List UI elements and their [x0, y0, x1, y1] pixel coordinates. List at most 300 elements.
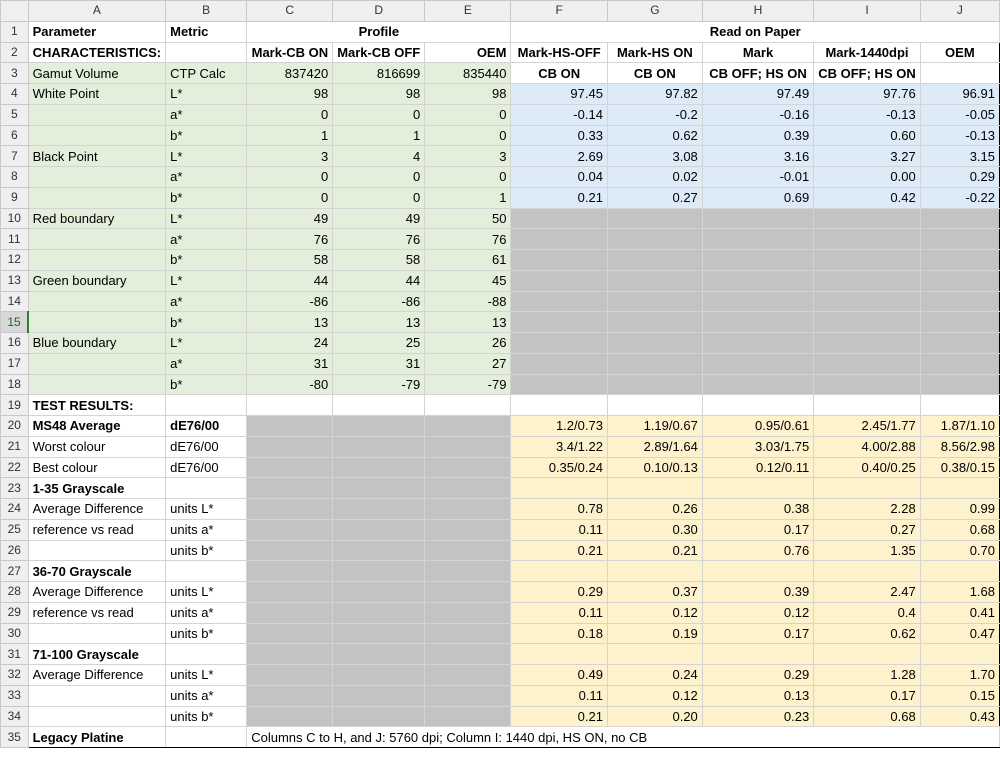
cell-h29[interactable]: 0.12 — [702, 602, 813, 623]
cell-i28[interactable]: 2.47 — [814, 582, 921, 603]
cell-d26[interactable] — [333, 540, 425, 561]
cell-h16[interactable] — [702, 333, 813, 354]
cell-h21[interactable]: 3.03/1.75 — [702, 436, 813, 457]
row-header-19[interactable]: 19 — [1, 395, 29, 416]
cell-d27[interactable] — [333, 561, 425, 582]
row-header-24[interactable]: 24 — [1, 499, 29, 520]
select-all-corner[interactable] — [1, 1, 29, 22]
cell-c23[interactable] — [247, 478, 333, 499]
cell-g25[interactable]: 0.30 — [607, 519, 702, 540]
cell-j20[interactable]: 1.87/1.10 — [920, 416, 999, 437]
cell-g2[interactable]: Mark-HS ON — [607, 42, 702, 63]
cell-d4[interactable]: 98 — [333, 84, 425, 105]
cell-c4[interactable]: 98 — [247, 84, 333, 105]
cell-j3[interactable] — [920, 63, 999, 84]
cell-b21[interactable]: dE76/00 — [166, 436, 247, 457]
cell-j2[interactable]: OEM — [920, 42, 999, 63]
cell-g23[interactable] — [607, 478, 702, 499]
cell-g30[interactable]: 0.19 — [607, 623, 702, 644]
cell-g32[interactable]: 0.24 — [607, 665, 702, 686]
cell-b25[interactable]: units a* — [166, 519, 247, 540]
cell-d34[interactable] — [333, 706, 425, 727]
cell-i10[interactable] — [814, 208, 921, 229]
cell-c30[interactable] — [247, 623, 333, 644]
column-header-g[interactable]: G — [607, 1, 702, 22]
cell-a18[interactable] — [28, 374, 166, 395]
cell-j7[interactable]: 3.15 — [920, 146, 999, 167]
cell-j12[interactable] — [920, 250, 999, 271]
cell-a23[interactable]: 1-35 Grayscale — [28, 478, 166, 499]
cell-b24[interactable]: units L* — [166, 499, 247, 520]
cell-b4[interactable]: L* — [166, 84, 247, 105]
cell-b11[interactable]: a* — [166, 229, 247, 250]
row-header-18[interactable]: 18 — [1, 374, 29, 395]
cell-g11[interactable] — [607, 229, 702, 250]
row-header-31[interactable]: 31 — [1, 644, 29, 665]
row-header-4[interactable]: 4 — [1, 84, 29, 105]
row-header-20[interactable]: 20 — [1, 416, 29, 437]
cell-e19[interactable] — [425, 395, 511, 416]
cell-j34[interactable]: 0.43 — [920, 706, 999, 727]
cell-a10[interactable]: Red boundary — [28, 208, 166, 229]
cell-j13[interactable] — [920, 270, 999, 291]
cell-f10[interactable] — [511, 208, 608, 229]
cell-f1[interactable]: Read on Paper — [511, 21, 1000, 42]
cell-b13[interactable]: L* — [166, 270, 247, 291]
cell-a26[interactable] — [28, 540, 166, 561]
cell-a3[interactable]: Gamut Volume — [28, 63, 166, 84]
cell-e10[interactable]: 50 — [425, 208, 511, 229]
cell-d13[interactable]: 44 — [333, 270, 425, 291]
cell-g12[interactable] — [607, 250, 702, 271]
row-header-21[interactable]: 21 — [1, 436, 29, 457]
cell-d30[interactable] — [333, 623, 425, 644]
cell-b29[interactable]: units a* — [166, 602, 247, 623]
cell-i20[interactable]: 2.45/1.77 — [814, 416, 921, 437]
row-header-12[interactable]: 12 — [1, 250, 29, 271]
cell-b8[interactable]: a* — [166, 167, 247, 188]
cell-a11[interactable] — [28, 229, 166, 250]
cell-j24[interactable]: 0.99 — [920, 499, 999, 520]
cell-f5[interactable]: -0.14 — [511, 104, 608, 125]
cell-b35[interactable] — [166, 727, 247, 748]
cell-h5[interactable]: -0.16 — [702, 104, 813, 125]
cell-a24[interactable]: Average Difference — [28, 499, 166, 520]
row-header-16[interactable]: 16 — [1, 333, 29, 354]
cell-c16[interactable]: 24 — [247, 333, 333, 354]
cell-c17[interactable]: 31 — [247, 353, 333, 374]
cell-b14[interactable]: a* — [166, 291, 247, 312]
row-header-15[interactable]: 15 — [1, 312, 29, 333]
row-header-8[interactable]: 8 — [1, 167, 29, 188]
cell-c24[interactable] — [247, 499, 333, 520]
cell-e3[interactable]: 835440 — [425, 63, 511, 84]
cell-j28[interactable]: 1.68 — [920, 582, 999, 603]
cell-i24[interactable]: 2.28 — [814, 499, 921, 520]
cell-a25[interactable]: reference vs read — [28, 519, 166, 540]
cell-i34[interactable]: 0.68 — [814, 706, 921, 727]
cell-f28[interactable]: 0.29 — [511, 582, 608, 603]
cell-a32[interactable]: Average Difference — [28, 665, 166, 686]
cell-f2[interactable]: Mark-HS-OFF — [511, 42, 608, 63]
cell-f14[interactable] — [511, 291, 608, 312]
cell-e26[interactable] — [425, 540, 511, 561]
cell-a29[interactable]: reference vs read — [28, 602, 166, 623]
cell-j29[interactable]: 0.41 — [920, 602, 999, 623]
cell-a9[interactable] — [28, 187, 166, 208]
cell-h28[interactable]: 0.39 — [702, 582, 813, 603]
row-header-29[interactable]: 29 — [1, 602, 29, 623]
cell-j19[interactable] — [920, 395, 999, 416]
cell-i16[interactable] — [814, 333, 921, 354]
cell-c29[interactable] — [247, 602, 333, 623]
cell-g13[interactable] — [607, 270, 702, 291]
cell-h32[interactable]: 0.29 — [702, 665, 813, 686]
cell-g6[interactable]: 0.62 — [607, 125, 702, 146]
cell-c26[interactable] — [247, 540, 333, 561]
cell-a2[interactable]: CHARACTERISTICS: — [28, 42, 166, 63]
row-header-30[interactable]: 30 — [1, 623, 29, 644]
cell-i32[interactable]: 1.28 — [814, 665, 921, 686]
cell-i31[interactable] — [814, 644, 921, 665]
row-header-26[interactable]: 26 — [1, 540, 29, 561]
cell-j11[interactable] — [920, 229, 999, 250]
cell-f17[interactable] — [511, 353, 608, 374]
cell-b1[interactable]: Metric — [166, 21, 247, 42]
cell-h11[interactable] — [702, 229, 813, 250]
cell-i29[interactable]: 0.4 — [814, 602, 921, 623]
column-header-f[interactable]: F — [511, 1, 608, 22]
cell-a30[interactable] — [28, 623, 166, 644]
cell-b20[interactable]: dE76/00 — [166, 416, 247, 437]
cell-c31[interactable] — [247, 644, 333, 665]
cell-h10[interactable] — [702, 208, 813, 229]
cell-f34[interactable]: 0.21 — [511, 706, 608, 727]
cell-h26[interactable]: 0.76 — [702, 540, 813, 561]
cell-d7[interactable]: 4 — [333, 146, 425, 167]
cell-e2[interactable]: OEM — [425, 42, 511, 63]
row-header-33[interactable]: 33 — [1, 685, 29, 706]
cell-a17[interactable] — [28, 353, 166, 374]
cell-b18[interactable]: b* — [166, 374, 247, 395]
cell-i11[interactable] — [814, 229, 921, 250]
cell-e16[interactable]: 26 — [425, 333, 511, 354]
cell-b10[interactable]: L* — [166, 208, 247, 229]
cell-b6[interactable]: b* — [166, 125, 247, 146]
row-header-9[interactable]: 9 — [1, 187, 29, 208]
cell-d9[interactable]: 0 — [333, 187, 425, 208]
cell-d5[interactable]: 0 — [333, 104, 425, 125]
cell-b15[interactable]: b* — [166, 312, 247, 333]
cell-e14[interactable]: -88 — [425, 291, 511, 312]
cell-a21[interactable]: Worst colour — [28, 436, 166, 457]
cell-a1[interactable]: Parameter — [28, 21, 166, 42]
cell-f11[interactable] — [511, 229, 608, 250]
cell-c25[interactable] — [247, 519, 333, 540]
cell-h31[interactable] — [702, 644, 813, 665]
cell-e21[interactable] — [425, 436, 511, 457]
cell-i22[interactable]: 0.40/0.25 — [814, 457, 921, 478]
cell-a8[interactable] — [28, 167, 166, 188]
cell-e30[interactable] — [425, 623, 511, 644]
row-header-13[interactable]: 13 — [1, 270, 29, 291]
cell-f22[interactable]: 0.35/0.24 — [511, 457, 608, 478]
cell-c32[interactable] — [247, 665, 333, 686]
cell-h30[interactable]: 0.17 — [702, 623, 813, 644]
cell-a19[interactable]: TEST RESULTS: — [28, 395, 166, 416]
cell-c11[interactable]: 76 — [247, 229, 333, 250]
cell-g22[interactable]: 0.10/0.13 — [607, 457, 702, 478]
cell-j14[interactable] — [920, 291, 999, 312]
cell-e17[interactable]: 27 — [425, 353, 511, 374]
column-header-c[interactable]: C — [247, 1, 333, 22]
cell-a6[interactable] — [28, 125, 166, 146]
row-header-32[interactable]: 32 — [1, 665, 29, 686]
cell-i3[interactable]: CB OFF; HS ON — [814, 63, 921, 84]
column-header-d[interactable]: D — [333, 1, 425, 22]
cell-j26[interactable]: 0.70 — [920, 540, 999, 561]
cell-c5[interactable]: 0 — [247, 104, 333, 125]
cell-b5[interactable]: a* — [166, 104, 247, 125]
cell-i18[interactable] — [814, 374, 921, 395]
cell-f29[interactable]: 0.11 — [511, 602, 608, 623]
cell-e20[interactable] — [425, 416, 511, 437]
cell-d10[interactable]: 49 — [333, 208, 425, 229]
cell-d12[interactable]: 58 — [333, 250, 425, 271]
cell-i7[interactable]: 3.27 — [814, 146, 921, 167]
cell-c15[interactable]: 13 — [247, 312, 333, 333]
cell-f27[interactable] — [511, 561, 608, 582]
cell-c28[interactable] — [247, 582, 333, 603]
cell-h22[interactable]: 0.12/0.11 — [702, 457, 813, 478]
cell-g4[interactable]: 97.82 — [607, 84, 702, 105]
cell-b34[interactable]: units b* — [166, 706, 247, 727]
cell-b2[interactable] — [166, 42, 247, 63]
cell-i33[interactable]: 0.17 — [814, 685, 921, 706]
cell-h24[interactable]: 0.38 — [702, 499, 813, 520]
cell-a5[interactable] — [28, 104, 166, 125]
cell-f4[interactable]: 97.45 — [511, 84, 608, 105]
cell-f25[interactable]: 0.11 — [511, 519, 608, 540]
cell-f12[interactable] — [511, 250, 608, 271]
cell-g14[interactable] — [607, 291, 702, 312]
cell-g20[interactable]: 1.19/0.67 — [607, 416, 702, 437]
cell-h14[interactable] — [702, 291, 813, 312]
cell-b26[interactable]: units b* — [166, 540, 247, 561]
cell-f33[interactable]: 0.11 — [511, 685, 608, 706]
row-header-23[interactable]: 23 — [1, 478, 29, 499]
cell-e8[interactable]: 0 — [425, 167, 511, 188]
cell-g15[interactable] — [607, 312, 702, 333]
cell-a28[interactable]: Average Difference — [28, 582, 166, 603]
cell-g17[interactable] — [607, 353, 702, 374]
row-header-10[interactable]: 10 — [1, 208, 29, 229]
row-header-3[interactable]: 3 — [1, 63, 29, 84]
cell-a27[interactable]: 36-70 Grayscale — [28, 561, 166, 582]
cell-d14[interactable]: -86 — [333, 291, 425, 312]
cell-g3[interactable]: CB ON — [607, 63, 702, 84]
cell-f20[interactable]: 1.2/0.73 — [511, 416, 608, 437]
cell-j10[interactable] — [920, 208, 999, 229]
cell-e24[interactable] — [425, 499, 511, 520]
cell-h17[interactable] — [702, 353, 813, 374]
cell-b23[interactable] — [166, 478, 247, 499]
row-header-22[interactable]: 22 — [1, 457, 29, 478]
cell-i17[interactable] — [814, 353, 921, 374]
cell-e29[interactable] — [425, 602, 511, 623]
cell-b17[interactable]: a* — [166, 353, 247, 374]
cell-h23[interactable] — [702, 478, 813, 499]
cell-c33[interactable] — [247, 685, 333, 706]
row-header-11[interactable]: 11 — [1, 229, 29, 250]
cell-j8[interactable]: 0.29 — [920, 167, 999, 188]
cell-b32[interactable]: units L* — [166, 665, 247, 686]
row-header-27[interactable]: 27 — [1, 561, 29, 582]
cell-h25[interactable]: 0.17 — [702, 519, 813, 540]
cell-d21[interactable] — [333, 436, 425, 457]
cell-d29[interactable] — [333, 602, 425, 623]
cell-e18[interactable]: -79 — [425, 374, 511, 395]
cell-f3[interactable]: CB ON — [511, 63, 608, 84]
cell-d18[interactable]: -79 — [333, 374, 425, 395]
cell-f31[interactable] — [511, 644, 608, 665]
cell-e15[interactable]: 13 — [425, 312, 511, 333]
cell-b33[interactable]: units a* — [166, 685, 247, 706]
cell-a4[interactable]: White Point — [28, 84, 166, 105]
cell-e12[interactable]: 61 — [425, 250, 511, 271]
cell-i30[interactable]: 0.62 — [814, 623, 921, 644]
cell-a15[interactable] — [28, 312, 166, 333]
cell-e7[interactable]: 3 — [425, 146, 511, 167]
cell-g10[interactable] — [607, 208, 702, 229]
cell-b22[interactable]: dE76/00 — [166, 457, 247, 478]
cell-i21[interactable]: 4.00/2.88 — [814, 436, 921, 457]
cell-f16[interactable] — [511, 333, 608, 354]
cell-a33[interactable] — [28, 685, 166, 706]
cell-g16[interactable] — [607, 333, 702, 354]
cell-f32[interactable]: 0.49 — [511, 665, 608, 686]
cell-a31[interactable]: 71-100 Grayscale — [28, 644, 166, 665]
cell-f7[interactable]: 2.69 — [511, 146, 608, 167]
row-header-25[interactable]: 25 — [1, 519, 29, 540]
cell-i15[interactable] — [814, 312, 921, 333]
cell-g31[interactable] — [607, 644, 702, 665]
cell-f19[interactable] — [511, 395, 608, 416]
cell-i27[interactable] — [814, 561, 921, 582]
cell-j33[interactable]: 0.15 — [920, 685, 999, 706]
cell-a14[interactable] — [28, 291, 166, 312]
cell-j15[interactable] — [920, 312, 999, 333]
cell-c34[interactable] — [247, 706, 333, 727]
cell-h15[interactable] — [702, 312, 813, 333]
cell-e34[interactable] — [425, 706, 511, 727]
cell-c9[interactable]: 0 — [247, 187, 333, 208]
cell-d20[interactable] — [333, 416, 425, 437]
cell-f6[interactable]: 0.33 — [511, 125, 608, 146]
cell-d32[interactable] — [333, 665, 425, 686]
column-header-b[interactable]: B — [166, 1, 247, 22]
cell-g29[interactable]: 0.12 — [607, 602, 702, 623]
cell-c10[interactable]: 49 — [247, 208, 333, 229]
cell-f18[interactable] — [511, 374, 608, 395]
cell-i26[interactable]: 1.35 — [814, 540, 921, 561]
cell-i5[interactable]: -0.13 — [814, 104, 921, 125]
cell-f21[interactable]: 3.4/1.22 — [511, 436, 608, 457]
cell-e9[interactable]: 1 — [425, 187, 511, 208]
cell-h2[interactable]: Mark — [702, 42, 813, 63]
cell-j25[interactable]: 0.68 — [920, 519, 999, 540]
cell-a35[interactable]: Legacy Platine — [28, 727, 166, 748]
cell-c2[interactable]: Mark-CB ON — [247, 42, 333, 63]
column-header-a[interactable]: A — [28, 1, 166, 22]
cell-b12[interactable]: b* — [166, 250, 247, 271]
cell-h9[interactable]: 0.69 — [702, 187, 813, 208]
cell-i19[interactable] — [814, 395, 921, 416]
cell-d2[interactable]: Mark-CB OFF — [333, 42, 425, 63]
cell-b31[interactable] — [166, 644, 247, 665]
cell-i2[interactable]: Mark-1440dpi — [814, 42, 921, 63]
cell-f26[interactable]: 0.21 — [511, 540, 608, 561]
cell-f23[interactable] — [511, 478, 608, 499]
cell-h27[interactable] — [702, 561, 813, 582]
cell-j16[interactable] — [920, 333, 999, 354]
cell-e23[interactable] — [425, 478, 511, 499]
cell-a13[interactable]: Green boundary — [28, 270, 166, 291]
cell-d8[interactable]: 0 — [333, 167, 425, 188]
cell-g26[interactable]: 0.21 — [607, 540, 702, 561]
cell-h4[interactable]: 97.49 — [702, 84, 813, 105]
cell-j9[interactable]: -0.22 — [920, 187, 999, 208]
cell-h8[interactable]: -0.01 — [702, 167, 813, 188]
cell-d28[interactable] — [333, 582, 425, 603]
cell-d23[interactable] — [333, 478, 425, 499]
cell-g33[interactable]: 0.12 — [607, 685, 702, 706]
cell-i9[interactable]: 0.42 — [814, 187, 921, 208]
cell-h34[interactable]: 0.23 — [702, 706, 813, 727]
cell-g34[interactable]: 0.20 — [607, 706, 702, 727]
cell-d11[interactable]: 76 — [333, 229, 425, 250]
cell-h13[interactable] — [702, 270, 813, 291]
cell-c1[interactable]: Profile — [247, 21, 511, 42]
cell-c18[interactable]: -80 — [247, 374, 333, 395]
row-header-5[interactable]: 5 — [1, 104, 29, 125]
cell-i8[interactable]: 0.00 — [814, 167, 921, 188]
cell-i25[interactable]: 0.27 — [814, 519, 921, 540]
cell-j27[interactable] — [920, 561, 999, 582]
cell-i14[interactable] — [814, 291, 921, 312]
cell-d31[interactable] — [333, 644, 425, 665]
cell-c13[interactable]: 44 — [247, 270, 333, 291]
cell-i6[interactable]: 0.60 — [814, 125, 921, 146]
cell-d15[interactable]: 13 — [333, 312, 425, 333]
cell-g27[interactable] — [607, 561, 702, 582]
cell-b19[interactable] — [166, 395, 247, 416]
cell-e6[interactable]: 0 — [425, 125, 511, 146]
cell-i12[interactable] — [814, 250, 921, 271]
cell-c14[interactable]: -86 — [247, 291, 333, 312]
cell-b30[interactable]: units b* — [166, 623, 247, 644]
cell-b7[interactable]: L* — [166, 146, 247, 167]
cell-j32[interactable]: 1.70 — [920, 665, 999, 686]
cell-i23[interactable] — [814, 478, 921, 499]
cell-f15[interactable] — [511, 312, 608, 333]
cell-h6[interactable]: 0.39 — [702, 125, 813, 146]
row-header-14[interactable]: 14 — [1, 291, 29, 312]
cell-g7[interactable]: 3.08 — [607, 146, 702, 167]
cell-h3[interactable]: CB OFF; HS ON — [702, 63, 813, 84]
column-header-j[interactable]: J — [920, 1, 999, 22]
cell-e27[interactable] — [425, 561, 511, 582]
